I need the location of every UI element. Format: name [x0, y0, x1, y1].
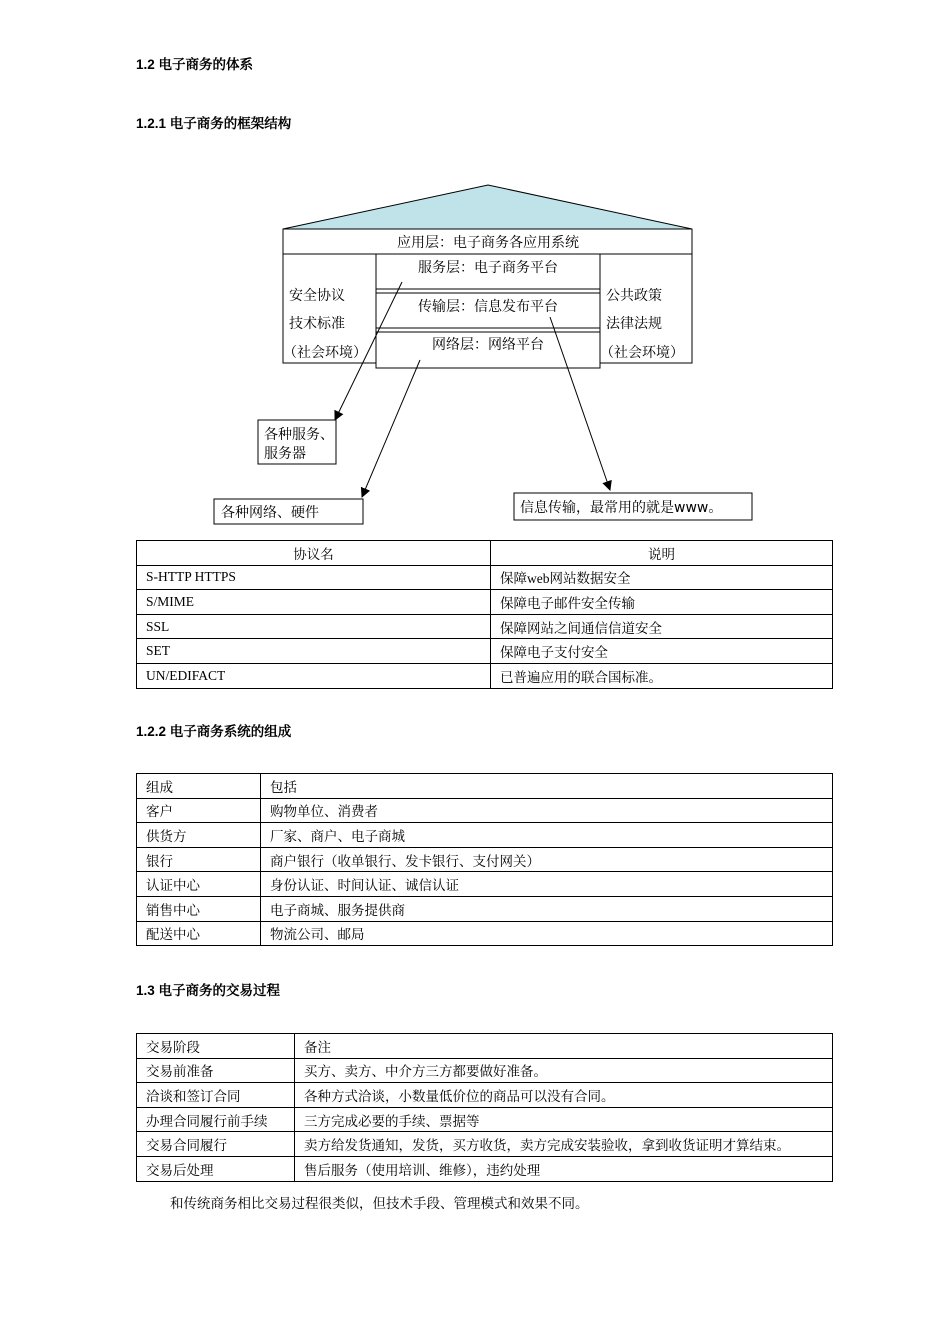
includes-cell: 商户银行（收单银行、发卡银行、支付网关）	[261, 847, 833, 872]
closing-paragraph: 和传统商务相比交易过程很类似，但技术手段、管理模式和效果不同。	[170, 1196, 589, 1211]
left-pillar-line-2: 技术标准	[289, 316, 345, 332]
protocol-description-cell: 保障网站之间通信信道安全	[491, 614, 833, 639]
table-row	[137, 565, 833, 590]
header-cell-component: 组成	[137, 774, 261, 799]
component-cell: 配送中心	[137, 921, 261, 946]
network-layer-label: 网络层：网络平台	[432, 337, 544, 353]
stage-cell: 交易后处理	[137, 1156, 295, 1181]
header-cell-description: 说明	[491, 541, 833, 566]
protocol-name-cell: S-HTTP HTTPS	[137, 565, 491, 590]
right-pillar-line-2: 法律法规	[606, 316, 662, 332]
table-row	[137, 590, 833, 615]
table-row	[137, 1132, 833, 1157]
protocol-name-cell: UN/EDIFACT	[137, 663, 491, 688]
section-heading-1-2-1: 1.2.1 电子商务的框架结构	[136, 116, 292, 131]
header-cell-includes: 包括	[261, 774, 833, 799]
includes-cell: 购物单位、消费者	[261, 798, 833, 823]
info-note-label: 信息传输，最常用的就是www。	[520, 500, 723, 516]
component-cell: 银行	[137, 847, 261, 872]
network-note-label: 各种网络、硬件	[221, 505, 319, 521]
table-row	[137, 614, 833, 639]
includes-cell: 物流公司、邮局	[261, 921, 833, 946]
header-cell-remarks: 备注	[295, 1034, 833, 1059]
stage-cell: 办理合同履行前手续	[137, 1107, 295, 1132]
service-layer-label: 服务层：电子商务平台	[418, 260, 558, 276]
table-row	[137, 798, 833, 823]
remarks-cell: 三方完成必要的手续、票据等	[295, 1107, 833, 1132]
table-row	[137, 663, 833, 688]
protocol-description-cell: 保障电子邮件安全传输	[491, 590, 833, 615]
arrow-to-network	[362, 360, 420, 497]
table-row	[137, 896, 833, 921]
table-row	[137, 1083, 833, 1108]
component-cell: 客户	[137, 798, 261, 823]
right-pillar-line-1: 公共政策	[606, 288, 662, 304]
stage-cell: 交易前准备	[137, 1058, 295, 1083]
table-row	[137, 1107, 833, 1132]
remarks-cell: 各种方式洽谈，小数量低价位的商品可以没有合同。	[295, 1083, 833, 1108]
component-cell: 销售中心	[137, 896, 261, 921]
protocol-name-cell: SET	[137, 639, 491, 664]
includes-cell: 身份认证、时间认证、诚信认证	[261, 872, 833, 897]
table-row	[137, 1156, 833, 1181]
protocol-name-cell: SSL	[137, 614, 491, 639]
protocol-description-cell: 已普遍应用的联合国标准。	[491, 663, 833, 688]
protocol-name-cell: S/MIME	[137, 590, 491, 615]
protocol-description-cell: 保障电子支付安全	[491, 639, 833, 664]
table-row	[137, 1058, 833, 1083]
table-header-row	[137, 774, 833, 799]
protocols-table	[136, 540, 833, 689]
remarks-cell: 售后服务（使用培训、维修），违约处理	[295, 1156, 833, 1181]
ecommerce-framework-diagram	[0, 0, 950, 540]
stage-cell: 交易合同履行	[137, 1132, 295, 1157]
includes-cell: 电子商城、服务提供商	[261, 896, 833, 921]
section-heading-1-3: 1.3 电子商务的交易过程	[136, 983, 281, 998]
includes-cell: 厂家、商户、电子商城	[261, 823, 833, 848]
composition-table	[136, 773, 833, 946]
table-row	[137, 872, 833, 897]
table-header-row	[137, 541, 833, 566]
transport-layer-label: 传输层：信息发布平台	[418, 299, 558, 315]
services-note-line-1: 各种服务、	[264, 427, 334, 443]
header-cell-stage: 交易阶段	[137, 1034, 295, 1059]
section-heading-1-2: 1.2 电子商务的体系	[136, 57, 254, 72]
transaction-process-table	[136, 1033, 833, 1182]
table-row	[137, 847, 833, 872]
right-pillar-line-3: （社会环境）	[600, 345, 684, 361]
stage-cell: 洽谈和签订合同	[137, 1083, 295, 1108]
application-layer-label: 应用层：电子商务各应用系统	[397, 235, 579, 251]
protocol-description-cell: 保障web网站数据安全	[491, 565, 833, 590]
services-note-line-2: 服务器	[264, 446, 306, 462]
section-heading-1-2-2: 1.2.2 电子商务系统的组成	[136, 724, 292, 739]
table-row	[137, 639, 833, 664]
component-cell: 认证中心	[137, 872, 261, 897]
roof-shape	[283, 185, 692, 229]
table-row	[137, 823, 833, 848]
remarks-cell: 卖方给发货通知，发货，买方收货，卖方完成安装验收，拿到收货证明才算结束。	[295, 1132, 833, 1157]
table-row	[137, 921, 833, 946]
left-pillar-line-1: 安全协议	[289, 288, 345, 304]
table-header-row	[137, 1034, 833, 1059]
component-cell: 供货方	[137, 823, 261, 848]
header-cell-protocol: 协议名	[137, 541, 491, 566]
left-pillar-line-3: （社会环境）	[283, 345, 367, 361]
remarks-cell: 买方、卖方、中介方三方都要做好准备。	[295, 1058, 833, 1083]
